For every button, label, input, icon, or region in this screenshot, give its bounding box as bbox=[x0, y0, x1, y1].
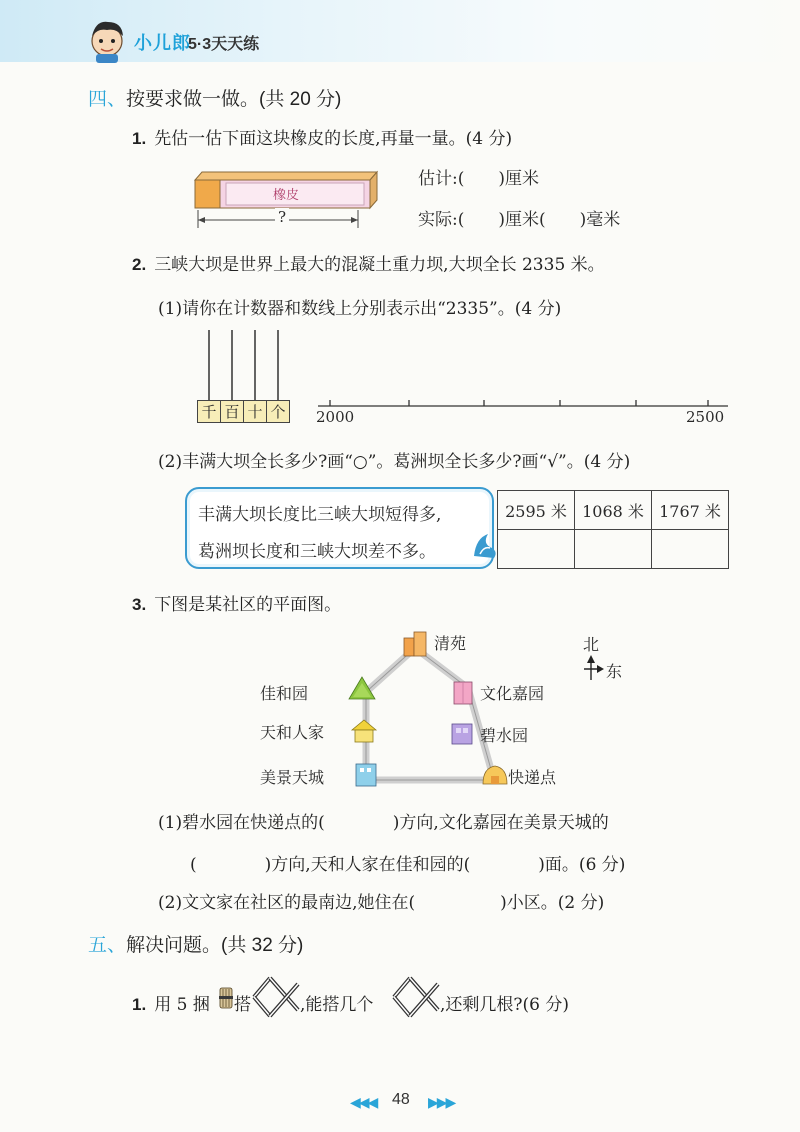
number-line bbox=[316, 396, 736, 416]
actual-blank: 实际:( )厘米( )毫米 bbox=[418, 210, 621, 230]
place-bishui: 碧水园 bbox=[480, 726, 529, 745]
eraser-label: 橡皮 bbox=[273, 187, 300, 202]
footer-right-arrows: ▶▶▶ bbox=[428, 1094, 455, 1110]
place-qingyuan: 清苑 bbox=[434, 634, 467, 653]
s5-question-1-text-d: ,还剩几根?(6 分) bbox=[440, 995, 570, 1015]
meijing-building-icon bbox=[352, 760, 380, 788]
brand-name: 小儿郎 bbox=[134, 33, 191, 53]
question-2-sub2: (2)丰满大坝全长多少?画“○”。葛洲坝全长多少?画“√”。(4 分) bbox=[158, 452, 631, 472]
question-3-sub1-line1: (1)碧水园在快递点的( )方向,文化嘉园在美景天城的 bbox=[158, 813, 609, 833]
footer-left-arrows: ◀◀◀ bbox=[350, 1094, 377, 1110]
abacus-label-ones: 个 bbox=[270, 403, 286, 421]
question-1 bbox=[132, 124, 512, 149]
question-3-num: 3. bbox=[132, 595, 147, 614]
place-tianhe: 天和人家 bbox=[260, 723, 325, 742]
options-table bbox=[497, 490, 729, 569]
abacus-label-hundreds: 百 bbox=[221, 401, 244, 422]
s5-question-1-num: 1. 用 5 捆 bbox=[132, 995, 210, 1015]
question-2-num: 2. bbox=[132, 255, 147, 274]
answer-cell-1[interactable] bbox=[498, 530, 575, 569]
section-4-title bbox=[88, 84, 341, 111]
s5-question-1-text-c: ,能搭几个 bbox=[300, 995, 374, 1015]
number-line-start: 2000 bbox=[316, 408, 355, 426]
abacus-label-tens: 十 bbox=[244, 401, 267, 422]
compass-north: 北 bbox=[583, 635, 600, 654]
question-3-text: 下图是某社区的平面图。 bbox=[154, 595, 342, 615]
option-2595: 2595 米 bbox=[498, 491, 575, 530]
s5-question-1-text-b: 搭 bbox=[234, 995, 251, 1015]
question-2-sub1: (1)请你在计数器和数线上分别表示出“2335”。(4 分) bbox=[158, 299, 562, 319]
question-3-sub2: (2)文文家在社区的最南边,她住在( )小区。(2 分) bbox=[158, 893, 605, 913]
page-number: 48 bbox=[392, 1091, 410, 1108]
stick-bundle-icon bbox=[218, 986, 234, 1010]
bishui-building-icon bbox=[448, 718, 476, 746]
option-1068: 1068 米 bbox=[575, 491, 652, 530]
place-meijing: 美景天城 bbox=[260, 768, 325, 787]
estimate-blank: 估计:( )厘米 bbox=[418, 169, 539, 189]
section-5-num: 五、 bbox=[88, 935, 127, 956]
kuaidi-house-icon bbox=[480, 762, 510, 788]
hint-line-1: 丰满大坝长度比三峡大坝短得多, bbox=[198, 505, 442, 525]
abacus-label-thousands: 千 bbox=[198, 401, 221, 422]
wave-decoration-icon bbox=[470, 520, 500, 560]
question-1-num: 1. bbox=[132, 129, 147, 148]
place-jiahe: 佳和园 bbox=[260, 684, 309, 703]
option-1767: 1767 米 bbox=[652, 491, 729, 530]
jiahe-tree-icon bbox=[345, 675, 379, 703]
answer-cell-2[interactable] bbox=[575, 530, 652, 569]
hint-line-2: 葛洲坝长度和三峡大坝差不多。 bbox=[198, 542, 436, 562]
section-5-text: 解决问题。(共 32 分) bbox=[126, 935, 304, 956]
section-5-title bbox=[88, 930, 303, 957]
s5-question-1-text-a: 用 5 捆 bbox=[154, 995, 210, 1015]
compass-east: 东 bbox=[606, 662, 623, 681]
question-3 bbox=[132, 590, 341, 615]
question-2-text: 三峡大坝是世界上最大的混凝土重力坝,大坝全长 2335 米。 bbox=[154, 255, 605, 275]
measure-question-mark: ? bbox=[275, 208, 289, 226]
place-kuaidi: 快递点 bbox=[508, 768, 557, 787]
series-name: 5·3天天练 bbox=[188, 36, 260, 53]
answer-cell-3[interactable] bbox=[652, 530, 729, 569]
question-3-sub1-line2: ( )方向,天和人家在佳和园的( )面。(6 分) bbox=[190, 855, 626, 875]
stick-shape-icon-2 bbox=[392, 972, 442, 1022]
question-1-text: 先估一估下面这块橡皮的长度,再量一量。(4 分) bbox=[154, 129, 513, 149]
wenhua-building-icon bbox=[450, 678, 476, 706]
place-wenhua: 文化嘉园 bbox=[480, 684, 545, 703]
mascot-boy-icon bbox=[84, 14, 130, 64]
stick-shape-icon bbox=[252, 972, 302, 1022]
compass-arrow-icon bbox=[582, 654, 604, 682]
question-2 bbox=[132, 250, 605, 275]
qingyuan-building-icon bbox=[400, 630, 430, 658]
tianhe-house-icon bbox=[350, 718, 378, 744]
section-4-num: 四、 bbox=[88, 89, 127, 110]
abacus-base bbox=[197, 400, 290, 423]
section-4-text: 按要求做一做。(共 20 分) bbox=[126, 89, 342, 110]
number-line-end: 2500 bbox=[686, 408, 725, 426]
